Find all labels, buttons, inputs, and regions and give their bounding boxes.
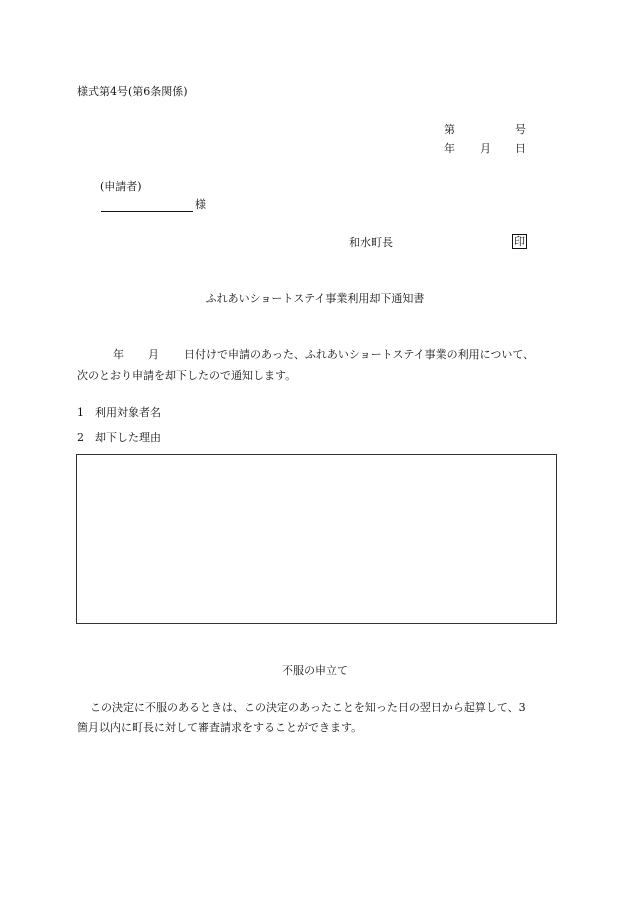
- applicant-honorific: 様: [195, 198, 206, 211]
- date-year-label: 年: [444, 142, 455, 155]
- item-target-user-name: 1 利用対象者名: [77, 406, 161, 419]
- body-text-line-2: 次のとおり申請を却下したので通知します。: [77, 369, 297, 382]
- document-number-prefix: 第: [444, 123, 455, 136]
- appeal-text-line-2: 箇月以内に町長に対して審査請求をすることができます。: [77, 721, 363, 734]
- appeal-text-line-1: この決定に不服のあるときは、この決定のあったことを知った日の翌日から起算して、3: [90, 701, 526, 714]
- document-title: ふれあいショートステイ事業利用却下通知書: [205, 292, 425, 305]
- item-rejection-reason: 2 却下した理由: [77, 431, 161, 444]
- body-month-label: 月: [148, 348, 159, 361]
- body-text-line-1: 日付けで申請のあった、ふれあいショートステイ事業の利用について、: [184, 348, 535, 361]
- document-number-suffix: 号: [515, 123, 526, 136]
- body-year-label: 年: [113, 348, 124, 361]
- rejection-reason-box: [76, 454, 557, 624]
- date-day-label: 日: [515, 142, 526, 155]
- date-month-label: 月: [480, 142, 491, 155]
- applicant-label: (申請者): [100, 180, 142, 193]
- appeal-section-title: 不服の申立て: [282, 664, 348, 677]
- issuer-title: 和水町長: [349, 236, 393, 249]
- applicant-name-underline: [101, 211, 193, 212]
- form-number-label: 様式第4号(第6条関係): [77, 85, 188, 98]
- seal-box: 印: [514, 235, 525, 248]
